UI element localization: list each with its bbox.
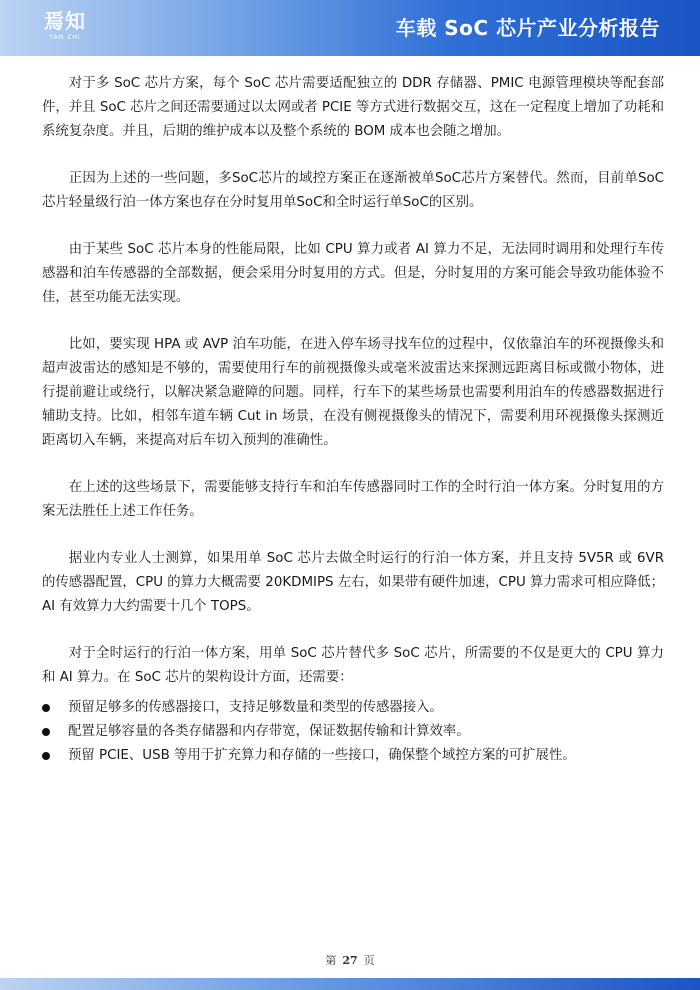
footer-bar (0, 978, 700, 990)
bullet-list (42, 696, 664, 768)
report-title: 车载 SoC 芯片产业分析报告 (395, 16, 660, 40)
bullet-icon (42, 752, 50, 760)
bullet-text: 预留足够多的传感器接口，支持足够数量和类型的传感器接入。 (68, 700, 443, 715)
page-suffix: 页 (363, 954, 375, 967)
paragraph: 正因为上述的一些问题，多SoC芯片的域控方案正在逐渐被单SoC芯片方案替代。然而，目前单SoC芯片轻量级行泊一体方案也存在分时复用单SoC和全时运行单SoC的区别。 (42, 171, 664, 210)
paragraph: 在上述的这些场景下，需要能够支持行车和泊车传感器同时工作的全时行泊一体方案。分时复用的方案无法胜任上述工作任务。 (42, 480, 664, 519)
bullet-text: 配置足够容量的各类存储器和内存带宽，保证数据传输和计算效率。 (68, 724, 470, 739)
paragraph: 对于全时运行的行泊一体方案，用单 SoC 芯片替代多 SoC 芯片，所需要的不仅是更大的 CPU 算力和 AI 算力。在 SoC 芯片的架构设计方面，还需要： (42, 646, 664, 685)
paragraph: 比如，要实现 HPA 或 AVP 泊车功能，在进入停车场寻找车位的过程中，仅依靠泊车的环视摄像头和超声波雷达的感知是不够的，需要使用行车的前视摄像头或毫米波雷达来探测远距离目标或微小物体，进行提前避让或绕行，以解决紧急避障的问题。同样，行车下的某些场景也需要利用泊车的传感器数据进行辅助支持。比如，相邻车道车辆 Cut in 场景，在没有侧视摄像头的情况下，需要利用环视摄像头探测近距离切入车辆，来提高对后车切入预判的准确性。 (42, 337, 664, 448)
paragraph: 据业内专业人士测算，如果用单 SoC 芯片去做全时运行的行泊一体方案，并且支持 5V5R 或 6VR 的传感器配置，CPU 的算力大概需要 20KDMIPS 左右，如果带有硬件加速，CPU 算力需求可相应降低；AI 有效算力大约需要十几个 TOPS。 (42, 551, 664, 614)
list-item (42, 696, 664, 720)
list-item (42, 744, 664, 768)
paragraph: 对于多 SoC 芯片方案，每个 SoC 芯片需要适配独立的 DDR 存储器、PMIC 电源管理模块等配套部件，并且 SoC 芯片之间还需要通过以太网或者 PCIE 等方式进行数据交互，这在一定程度上增加了功耗和系统复杂度。并且，后期的维护成本以及整个系统的 BOM 成本也会随之增加。 (42, 76, 664, 139)
page-prefix: 第 (325, 954, 337, 967)
logo-subtext: YAN ZHI (49, 34, 81, 41)
logo (42, 8, 88, 48)
document-body (42, 72, 664, 768)
page-header (0, 0, 700, 56)
page-number-value: 27 (342, 954, 358, 967)
bullet-icon (42, 704, 50, 712)
paragraph: 由于某些 SoC 芯片本身的性能局限，比如 CPU 算力或者 AI 算力不足，无法同时调用和处理行车传感器和泊车传感器的全部数据，便会采用分时复用的方式。但是，分时复用的方案可能会导致功能体验不佳，甚至功能无法实现。 (42, 242, 664, 305)
page-number (0, 952, 700, 968)
bullet-icon (42, 728, 50, 736)
bullet-text: 预留 PCIE、USB 等用于扩充算力和存储的一些接口，确保整个域控方案的可扩展性。 (68, 748, 576, 763)
list-item (42, 720, 664, 744)
logo-text: 焉知 (44, 9, 86, 33)
